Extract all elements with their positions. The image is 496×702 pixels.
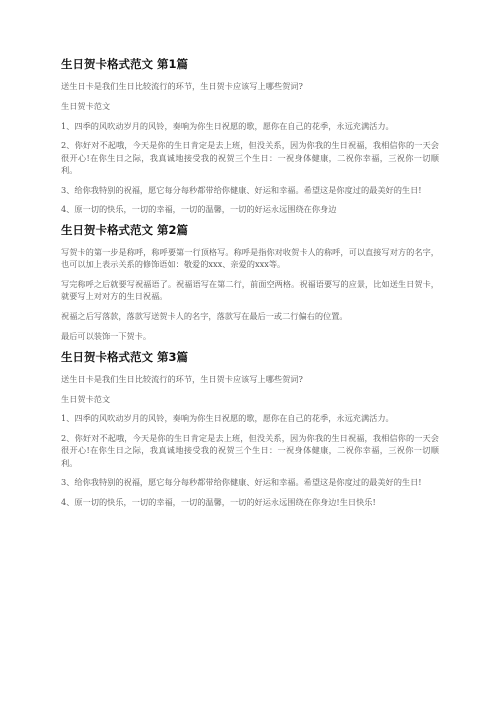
section-3: [61, 350, 439, 509]
paragraph: 3、给你我特别的祝福，愿它每分每秒都带给你健康、好运和幸福。希望这是你度过的最美好的生日!: [61, 477, 422, 488]
paragraph: 1、四季的风吹动岁月的风铃，奏响为你生日祝愿的歌，愿你在自己的花季，永远充满活力。: [61, 413, 394, 424]
section-2: [61, 223, 439, 342]
paragraph: 2、你好对不起哦，今天是你的生日肯定是去上班，但没关系，因为你我的生日祝福，我相信你的一天会很开心!在你生日之际，我真诚地接受我的祝贺三个生日：一祝身体健康，二祝你幸福，三祝你一切顺利。: [61, 433, 439, 468]
paragraph: 1、四季的风吹动岁月的风铃，奏响为你生日祝愿的歌，愿你在自己的花季，永远充满活力。: [61, 120, 394, 131]
paragraph: 2、你好对不起哦，今天是你的生日肯定是去上班，但没关系，因为你我的生日祝福，我相信你的一天会很开心!在你生日之际，我真诚地接受我的祝贺三个生日：一祝身体健康，二祝你幸福，三祝你一切顺利。: [61, 140, 439, 175]
paragraph: 送生日卡是我们生日比较流行的环节，生日贺卡应该写上哪些贺词?: [61, 373, 303, 384]
section-title: 生日贺卡格式范文 第3篇: [61, 349, 189, 364]
paragraph: 送生日卡是我们生日比较流行的环节，生日贺卡应该写上哪些贺词?: [61, 81, 303, 91]
section-1: [61, 57, 439, 216]
document-page: [61, 57, 439, 516]
paragraph: 4、原一切的快乐，一切的幸福，一切的温馨，一切的好运永远围绕在你身边!生日快乐!: [61, 497, 376, 508]
paragraph: 生日贺卡范文: [61, 393, 111, 404]
paragraph: 祝福之后写落款，落款写送贺卡人的名字，落款写在最后一或二行偏右的位置。: [61, 311, 348, 322]
paragraph: 最后可以装饰一下贺卡。: [61, 330, 152, 341]
paragraph: 4、原一切的快乐，一切的幸福，一切的温馨，一切的好运永远围绕在你身边: [61, 204, 337, 215]
paragraph: 生日贺卡范文: [61, 100, 111, 111]
section-title: 生日贺卡格式范文 第1篇: [61, 57, 189, 71]
section-title: 生日贺卡格式范文 第2篇: [61, 223, 189, 238]
paragraph: 写完称呼之后就要写祝福语了。祝福语写在第二行，前面空两格。祝福语要写的应景，比如送生日贺卡，就要写上对对方的生日祝福。: [61, 279, 439, 302]
paragraph: 3、给你我特别的祝福，愿它每分每秒都带给你健康、好运和幸福。希望这是你度过的最美好的生日!: [61, 184, 422, 195]
paragraph: 写贺卡的第一步是称呼，称呼要第一行顶格写。称呼是指你对收贺卡人的称呼，可以直接写对方的名字，也可以加上表示关系的修饰语如：敬爱的xxx、亲爱的xxx等。: [61, 247, 439, 270]
